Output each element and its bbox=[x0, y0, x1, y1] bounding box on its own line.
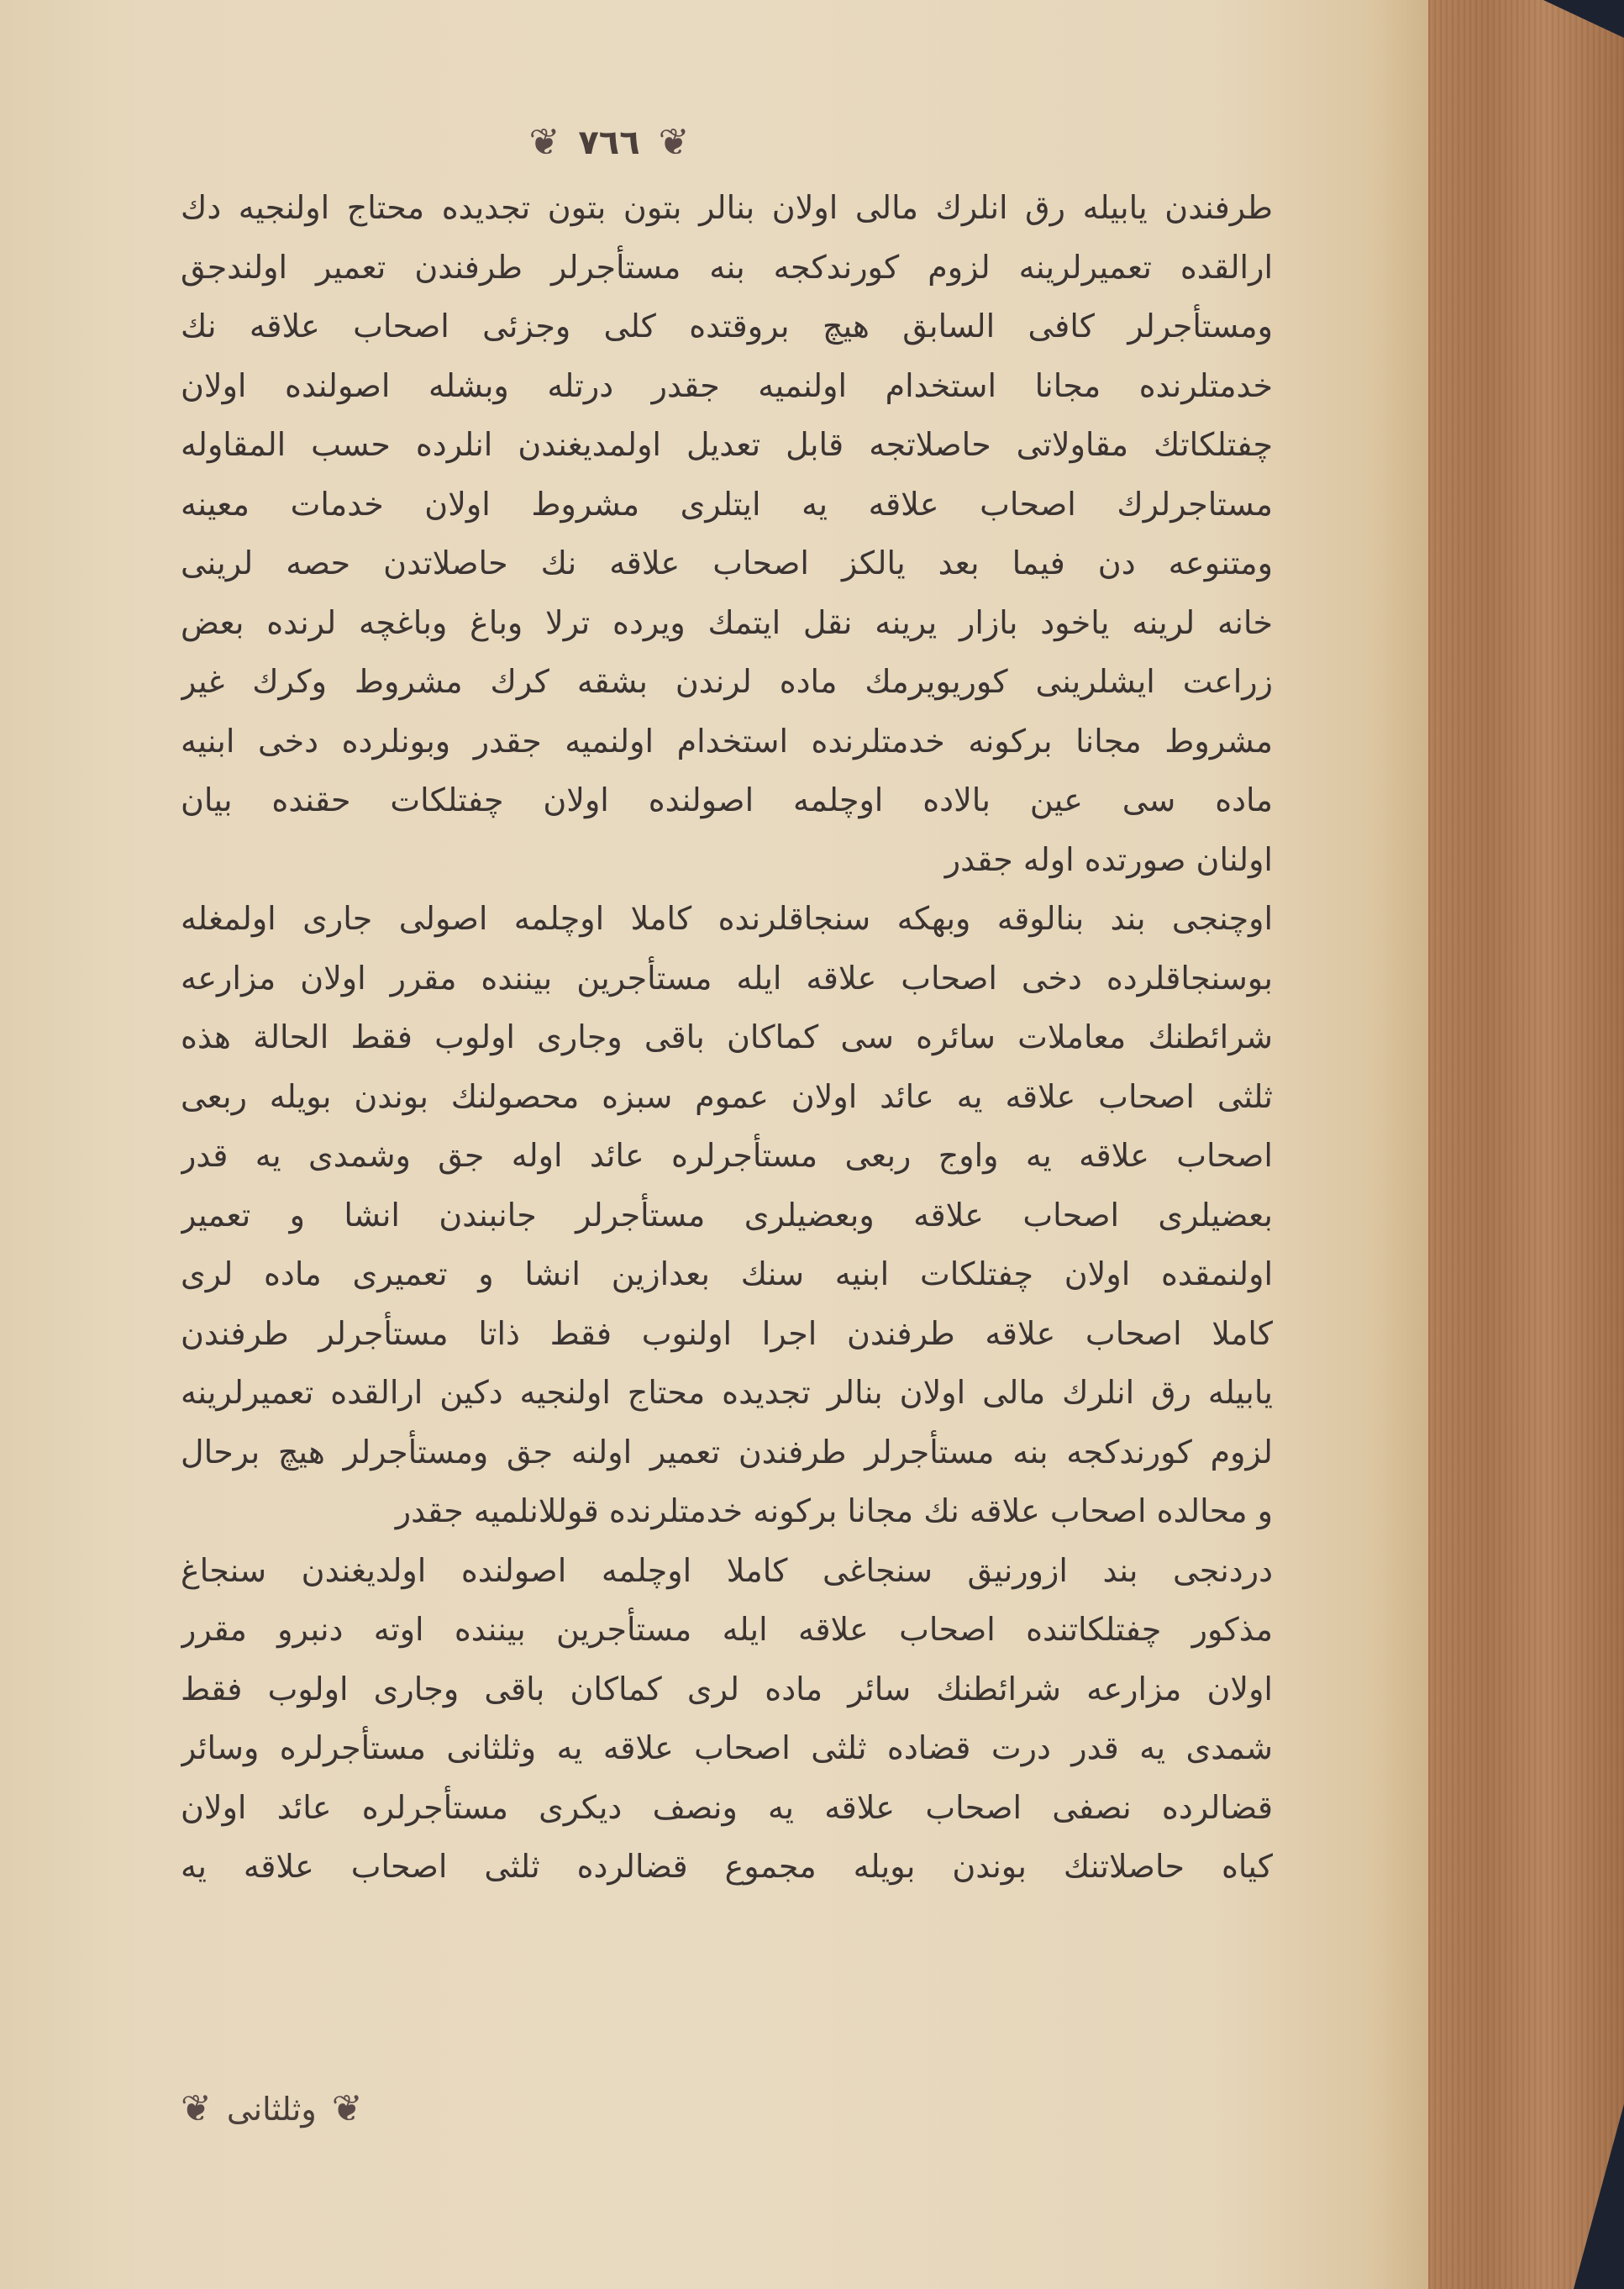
text-line: مستاجرلرك اصحاب علاقه يه ايتلرى مشروط اولان خدمات معينه bbox=[181, 485, 1273, 523]
page-header bbox=[504, 113, 714, 172]
ornament-icon: ❦ bbox=[331, 2087, 363, 2130]
text-line: اولنمقده اولان چفتلكات ابنيه سنك بعدازين انشا و تعميرى ماده لرى bbox=[181, 1255, 1273, 1292]
text-line: ومتنوعه دن فيما بعد يالكز اصحاب علاقه نك حاصلاتدن حصه لرينى bbox=[181, 545, 1273, 581]
background-corner bbox=[1574, 2104, 1624, 2289]
text-line: قضالرده نصفى اصحاب علاقه يه ونصف ديكرى مستأجرلره عائد اولان bbox=[181, 1788, 1273, 1826]
text-line: بعضيلرى اصحاب علاقه وبعضيلرى مستأجرلر جانبندن انشا و تعمير bbox=[181, 1196, 1273, 1234]
catchword: وثلثانى bbox=[226, 2091, 317, 2128]
text-line: مشروط مجانا بركونه خدمتلرنده استخدام اولنميه جقدر وبونلرده دخى ابنيه bbox=[181, 722, 1273, 760]
catchword-footer bbox=[181, 2080, 363, 2139]
text-line: شرائطنك معاملات سائره سى كماكان باقى وجارى اولوب فقط الحالة هذه bbox=[181, 1018, 1273, 1055]
book-fore-edge bbox=[1428, 0, 1624, 2289]
text-line: زراعت ايشلرينى كوريويرمك ماده لرندن بشقه كرك مشروط وكرك غير bbox=[181, 663, 1273, 700]
body-text bbox=[181, 178, 1273, 1897]
text-line: خانه لرينه ياخود بازار يرينه نقل ايتمك ويرده ترلا وباغ وباغچه لرنده بعض bbox=[181, 603, 1273, 641]
text-line: اولنان صورتده اوله جقدر bbox=[944, 840, 1273, 878]
text-line: بوسنجاقلرده دخى اصحاب علاقه ايله مستأجرين بيننده مقرر اولان مزارعه bbox=[181, 959, 1273, 997]
ornament-icon: ❦ bbox=[658, 121, 690, 164]
text-line: چفتلكاتك مقاولاتى حاصلاتجه قابل تعديل اولمديغندن انلرده حسب المقاوله bbox=[181, 426, 1273, 463]
text-line: اولان مزارعه شرائطنك سائر ماده لرى كماكان باقى وجارى اولوب فقط bbox=[181, 1670, 1273, 1708]
text-line: يابيله رق انلرك مالى اولان بنالر تجديده محتاج اولنجيه دكين ارالقده تعميرلرينه bbox=[181, 1374, 1273, 1411]
text-line: خدمتلرنده مجانا استخدام اولنميه جقدر درتله وبشله اصولنده اولان bbox=[181, 366, 1273, 404]
text-line: اصحاب علاقه يه واوج ربعى مستأجرلره عائد اوله جق وشمدى يه قدر bbox=[181, 1137, 1273, 1174]
page-number: ٧٦٦ bbox=[578, 124, 640, 162]
text-line: اوچنجى بند بنالوقه وبهكه سنجاقلرنده كاملا اوچلمه اصولى جارى اولمغله bbox=[181, 900, 1273, 937]
text-line: ماده سى عين بالاده اوچلمه اصولنده اولان چفتلكات حقنده بيان bbox=[181, 781, 1273, 818]
text-line: لزوم كورندكجه بنه مستأجرلر طرفندن تعمير اولنه جق ومستأجرلر هيچ برحال bbox=[181, 1433, 1273, 1471]
text-line: دردنجى بند ازورنيق سنجاغى كاملا اوچلمه اصولنده اولديغندن سنجاغ bbox=[181, 1551, 1273, 1589]
text-line: ثلثى اصحاب علاقه يه عائد اولان عموم سبزه محصولنك بوندن بويله ربعى bbox=[181, 1077, 1273, 1115]
text-line: طرفندن يابيله رق انلرك مالى اولان بنالر بتون بتون تجديده محتاج اولنجيه دك bbox=[181, 189, 1273, 226]
text-line: شمدى يه قدر درت قضاده ثلثى اصحاب علاقه يه وثلثانى مستأجرلره وسائر bbox=[181, 1729, 1273, 1766]
background-corner bbox=[1523, 0, 1624, 38]
text-line: ومستأجرلر كافى السابق هيچ بروقتده كلى وجزئى اصحاب علاقه نك bbox=[181, 308, 1273, 345]
text-line: كاملا اصحاب علاقه طرفندن اجرا اولنوب فقط ذاتا مستأجرلر طرفندن bbox=[181, 1314, 1273, 1352]
ornament-icon: ❦ bbox=[181, 2087, 212, 2130]
text-line: و محالده اصحاب علاقه نك مجانا بركونه خدمتلرنده قوللانلميه جقدر bbox=[395, 1492, 1273, 1529]
text-line: مذكور چفتلكاتنده اصحاب علاقه ايله مستأجرين بيننده اوته دنبرو مقرر bbox=[181, 1611, 1273, 1648]
ornament-icon: ❦ bbox=[528, 121, 560, 164]
text-line: كياه حاصلاتنك بوندن بويله مجموع قضالرده ثلثى اصحاب علاقه يه bbox=[181, 1848, 1273, 1885]
text-line: ارالقده تعميرلرينه لزوم كورندكجه بنه مستأجرلر طرفندن تعمير اولندجق bbox=[181, 248, 1273, 286]
